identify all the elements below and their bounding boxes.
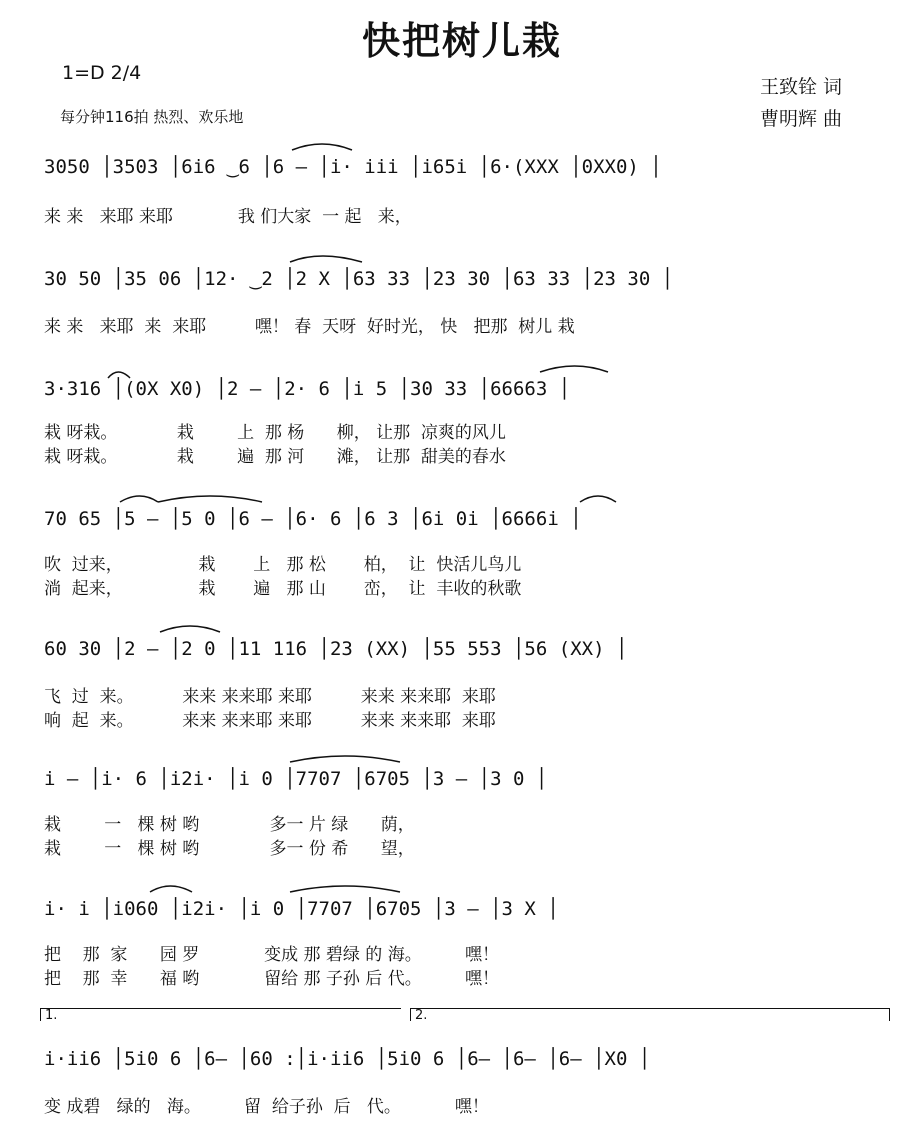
second-ending-label: 2. <box>415 1008 428 1023</box>
lyric-line: 栽 一 棵 树 哟 多一 份 希 望， <box>44 839 415 859</box>
slur <box>290 756 400 762</box>
slur <box>150 886 192 892</box>
lyric-line: 把 那 幸 福 哟 留给 那 子孙 后 代。 嘿！ <box>44 969 499 989</box>
notes-line: 30 50 │35 06 │12· ‿2 │2 X │63 33 │23 30 │63 33 │23 30 │ <box>44 268 674 290</box>
first-ending-label: 1. <box>45 1008 58 1023</box>
slur <box>290 256 362 262</box>
slur <box>580 496 616 502</box>
slur <box>292 144 352 150</box>
lyric-line: 响 起 来。 来来 来来耶 来耶 来来 来来耶 来耶 <box>44 711 496 731</box>
slur <box>160 626 220 632</box>
notes-line: i – │i· 6 │i2i· │i 0 │7707 │6705 │3 – │3 0 │ <box>44 768 548 790</box>
composer-credit: 曹明辉 曲 <box>760 108 843 130</box>
lyricist-credit: 王致铨 词 <box>760 76 843 98</box>
slur <box>120 496 158 502</box>
lyric-line: 淌 起来， 栽 遍 那 山 峦， 让 丰收的秋歌 <box>44 579 522 599</box>
lyric-line: 吹 过来， 栽 上 那 松 柏， 让 快活儿鸟儿 <box>44 555 522 575</box>
slur <box>540 366 608 372</box>
notes-line: i·ii6 │5i0 6 │6– │60 :│i·ii6 │5i0 6 │6– │6– │6– │X0 │ <box>44 1048 651 1070</box>
notes-line: i· i │i060 │i2i· │i 0 │7707 │6705 │3 – │3 X │ <box>44 898 559 920</box>
notes-line: 60 30 │2 – │2 0 │11 116 │23 (XX) │55 553 │56 (XX) │ <box>44 638 628 660</box>
lyric-line: 栽 一 棵 树 哟 多一 片 绿 荫， <box>44 815 415 835</box>
lyric-line: 来 来 来耶 来耶 我 们大家 一 起 来， <box>44 207 412 227</box>
notes-line: 3050 │3503 │6i6 ‿6 │6 – │i· iii │i65i │6·(XXX │0XX0) │ <box>44 156 662 178</box>
key-signature: 1=D 2/4 <box>62 62 142 84</box>
lyric-line: 栽 呀栽。 栽 遍 那 河 滩， 让那 甜美的春水 <box>44 447 506 467</box>
lyric-line: 变 成碧 绿的 海。 留 给子孙 后 代。 嘿！ <box>44 1097 489 1117</box>
lyric-line: 栽 呀栽。 栽 上 那 杨 柳， 让那 凉爽的风儿 <box>44 423 506 443</box>
slur <box>108 372 130 378</box>
tempo-marking: 每分钟116拍 热烈、欢乐地 <box>60 108 244 126</box>
lyric-line: 把 那 家 园 罗 变成 那 碧绿 的 海。 嘿！ <box>44 945 499 965</box>
slur <box>290 886 400 892</box>
slur <box>158 496 262 502</box>
lyric-line: 来 来 来耶 来 来耶 嘿！ 春 天呀 好时光， 快 把那 树儿 栽 <box>44 317 575 337</box>
notes-line: 70 65 │5 – │5 0 │6 – │6· 6 │6 3 │6i 0i │6666i │ <box>44 508 582 530</box>
song-title: 快把树儿栽 <box>361 19 562 63</box>
lyric-line: 飞 过 来。 来来 来来耶 来耶 来来 来来耶 来耶 <box>44 687 496 707</box>
notes-line: 3·316 │(0X X0) │2 – │2· 6 │i 5 │30 33 │66663 │ <box>44 378 571 400</box>
